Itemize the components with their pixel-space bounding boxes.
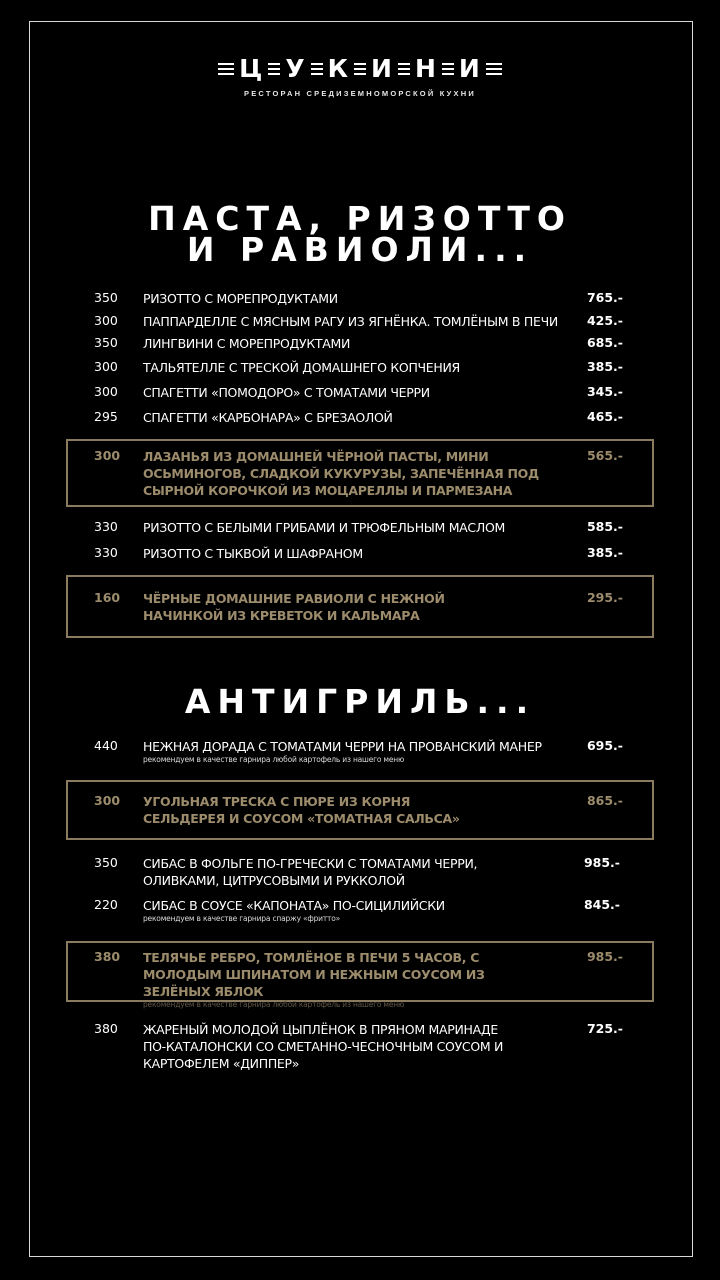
menu-item [66,290,656,312]
item-price: 385.- [586,359,623,374]
logo-letter: И [458,54,481,83]
item-name: СИБАС В СОУСЕ «КАПОНАТА» ПО-СИЦИЛИЙСКИ [143,898,445,913]
item-price: 985.- [586,949,623,964]
restaurant-tagline: РЕСТОРАН СРЕДИЗЕМНОМОРСКОЙ КУХНИ [244,89,476,98]
section-title-pasta [0,199,720,269]
item-name: ЛАЗАНЬЯ ИЗ ДОМАШНЕЙ ЧЁРНОЙ ПАСТЫ, МИНИ ОСЬМИНОГОВ, СЛАДКОЙ КУКУРУЗЫ, ЗАПЕЧЁННАЯ ПОД СЫРНОЙ КОРОЧКОЙ ИЗ МОЦАРЕЛЛЫ И ПАРМЕЗАНА [143,449,539,498]
menu-item [66,384,656,406]
logo-letter: К [327,54,350,83]
item-price: 865.- [586,793,623,808]
logo-letter: Н [414,54,437,83]
item-price: 295.- [586,590,623,605]
menu-item-featured [66,949,656,1009]
menu-item [66,897,656,923]
logo-stripes-icon [354,63,366,75]
brand-header [0,52,720,98]
menu-item [66,335,656,357]
item-name: РИЗОТТО С МОРЕПРОДУКТАМИ [143,291,338,306]
section-title-line: И РАВИОЛИ... [186,230,534,269]
item-weight: 300 [94,384,118,399]
item-weight: 300 [94,313,118,328]
item-price: 765.- [586,290,623,305]
item-weight: 350 [94,290,118,305]
menu-item [66,313,656,335]
item-price: 845.- [583,897,620,912]
menu-item [66,1021,656,1071]
item-price: 585.- [586,519,623,534]
item-price: 985.- [583,855,620,870]
logo-stripes-icon [218,63,234,75]
item-weight: 330 [94,545,118,560]
item-price: 385.- [586,545,623,560]
item-price: 685.- [586,335,623,350]
menu-item [66,545,656,567]
item-weight: 350 [94,335,118,350]
item-name: РИЗОТТО С БЕЛЫМИ ГРИБАМИ И ТРЮФЕЛЬНЫМ МАСЛОМ [143,520,505,535]
item-name: ТЕЛЯЧЬЕ РЕБРО, ТОМЛЁНОЕ В ПЕЧИ 5 ЧАСОВ, С МОЛОДЫМ ШПИНАТОМ И НЕЖНЫМ СОУСОМ ИЗ ЗЕЛЁНЫХ ЯБЛОК [143,950,485,999]
item-name: НЕЖНАЯ ДОРАДА С ТОМАТАМИ ЧЕРРИ НА ПРОВАНСКИЙ МАНЕР [143,739,542,754]
section-title-antigrill [0,682,720,721]
menu-item [66,738,656,764]
item-name: ЛИНГВИНИ С МОРЕПРОДУКТАМИ [143,336,351,351]
menu-item-featured [66,590,656,623]
logo-stripes-icon [311,63,323,75]
logo-stripes-icon [486,63,502,75]
logo-letter: У [285,54,306,83]
item-name: СПАГЕТТИ «ПОМОДОРО» С ТОМАТАМИ ЧЕРРИ [143,385,430,400]
item-name: РИЗОТТО С ТЫКВОЙ И ШАФРАНОМ [143,546,363,561]
item-weight: 440 [94,738,118,753]
item-name: УГОЛЬНАЯ ТРЕСКА С ПЮРЕ ИЗ КОРНЯ СЕЛЬДЕРЕЯ И СОУСОМ «ТОМАТНАЯ САЛЬСА» [143,794,460,826]
menu-item [66,409,656,431]
item-weight: 350 [94,855,118,870]
logo-letter: И [371,54,393,83]
item-name: ТАЛЬЯТЕЛЛЕ С ТРЕСКОЙ ДОМАШНЕГО КОПЧЕНИЯ [143,360,460,375]
item-name: СИБАС В ФОЛЬГЕ ПО-ГРЕЧЕСКИ С ТОМАТАМИ ЧЕРРИ, ОЛИВКАМИ, ЦИТРУСОВЫМИ И РУККОЛОЙ [143,856,478,888]
item-price: 725.- [586,1021,623,1036]
item-note: рекомендуем в качестве гарнира спаржу «фритто» [143,914,340,923]
item-note: рекомендуем в качестве гарнира любой картофель из нашего меню [143,1000,405,1009]
item-weight: 330 [94,519,118,534]
item-price: 345.- [586,384,623,399]
menu-item-featured [66,448,656,498]
item-name: ЖАРЕНЫЙ МОЛОДОЙ ЦЫПЛЁНОК В ПРЯНОМ МАРИНАДЕ ПО-КАТАЛОНСКИ СО СМЕТАННО-ЧЕСНОЧНЫМ СОУСОМ И КАРТОФЕЛЕМ «ДИППЕР» [143,1022,504,1071]
restaurant-logo [218,54,502,84]
item-weight: 220 [94,897,118,912]
item-weight: 380 [94,949,121,964]
item-price: 425.- [586,313,623,328]
item-weight: 160 [94,590,121,605]
menu-item [66,359,656,381]
menu-item [66,855,656,888]
logo-stripes-icon [398,63,410,75]
item-weight: 300 [94,448,121,463]
item-name: ЧЁРНЫЕ ДОМАШНИЕ РАВИОЛИ С НЕЖНОЙ НАЧИНКОЙ ИЗ КРЕВЕТОК И КАЛЬМАРА [143,591,445,623]
logo-wordmark [239,54,481,84]
logo-stripes-icon [442,63,454,75]
logo-letter: Ц [239,54,264,83]
item-weight: 300 [94,359,118,374]
item-price: 465.- [586,409,623,424]
item-note: рекомендуем в качестве гарнира любой картофель из нашего меню [143,755,405,764]
item-weight: 300 [94,793,121,808]
logo-stripes-icon [268,63,280,75]
menu-item-featured [66,793,656,826]
item-weight: 380 [94,1021,118,1036]
menu-item [66,519,656,541]
item-price: 695.- [586,738,623,753]
item-name: ПАППАРДЕЛЛЕ С МЯСНЫМ РАГУ ИЗ ЯГНЁНКА. ТОМЛЁНЫМ В ПЕЧИ [143,314,558,329]
item-weight: 295 [94,409,118,424]
item-price: 565.- [586,448,623,463]
section-title-line: АНТИГРИЛЬ... [184,682,536,721]
section-title-line: ПАСТА, РИЗОТТО [148,199,572,238]
item-name: СПАГЕТТИ «КАРБОНАРА» С БРЕЗАОЛОЙ [143,410,393,425]
